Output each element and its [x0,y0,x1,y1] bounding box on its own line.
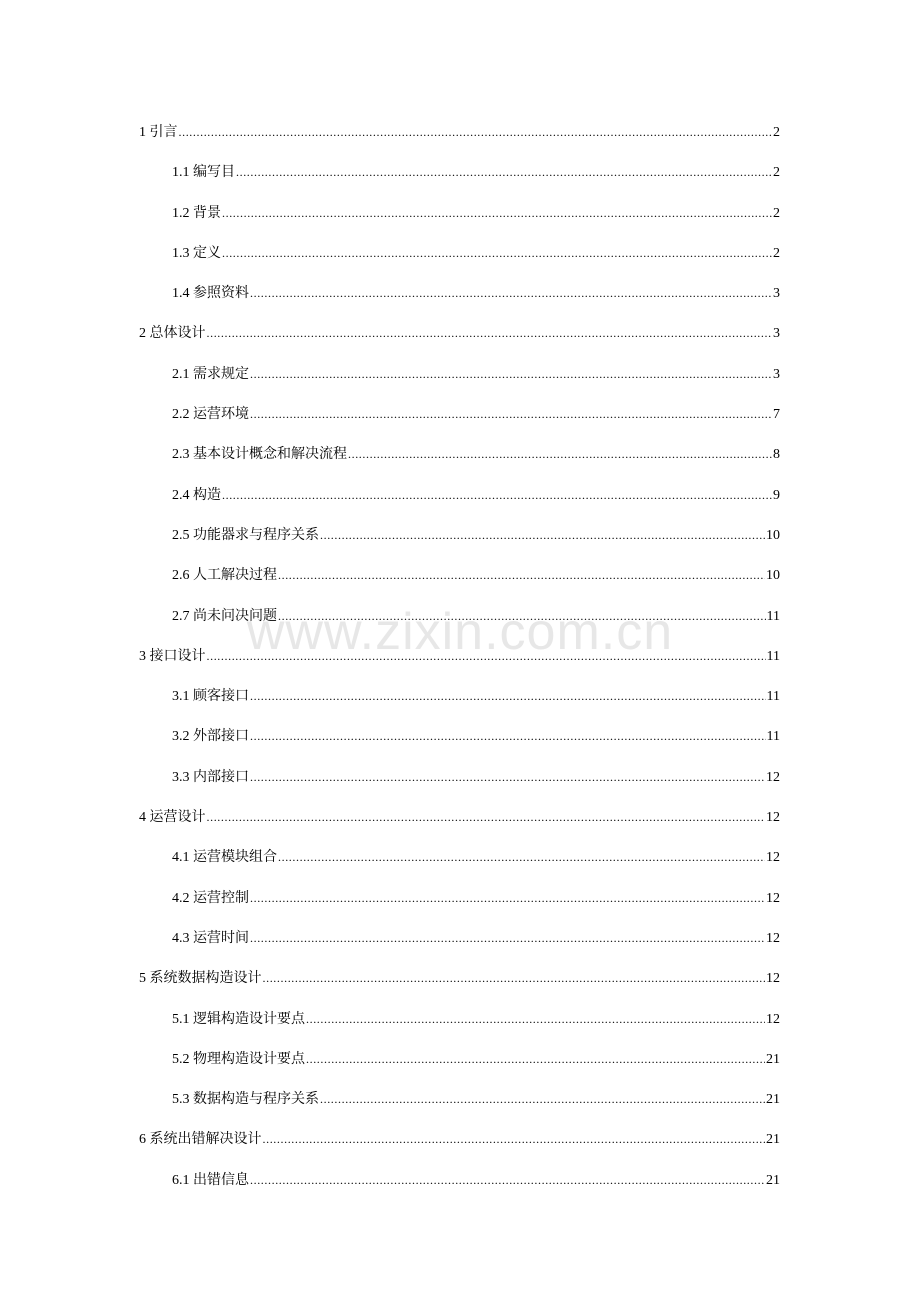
toc-dot-leader [250,725,766,747]
toc-entry-line [139,322,780,344]
toc-entry[interactable] [0,797,920,837]
toc-entry-line [172,846,780,868]
toc-entry-line [139,806,780,828]
toc-dot-leader [250,927,765,949]
toc-entry-page-number: 2 [773,165,780,181]
toc-dot-leader [263,1128,766,1150]
toc-entry-page-number: 21 [766,1172,780,1188]
toc-entry[interactable] [0,676,920,716]
watermark: www.zixin.com.cn [246,603,674,661]
toc-entry-page-number: 12 [766,1011,780,1027]
toc-entry-title: 1.4 参照资料 [172,286,249,302]
toc-entry-title: 5 系统数据构造设计 [139,971,262,987]
toc-entry-title: 3.1 顾客接口 [172,689,249,705]
toc-entry-line [172,484,780,506]
toc-entry-page-number: 11 [766,729,780,745]
toc-dot-leader [222,202,772,224]
toc-dot-leader [348,443,772,465]
toc-entry[interactable] [0,757,920,797]
toc-entry-line [172,887,780,909]
toc-entry-title: 2.2 运营环境 [172,407,249,423]
toc-dot-leader [179,121,773,143]
toc-entry-page-number: 12 [766,890,780,906]
toc-entry-title: 2.7 尚未问决问题 [172,608,277,624]
toc-entry-title: 4 运营设计 [139,810,206,826]
toc-dot-leader [222,242,772,264]
toc-dot-leader [250,887,765,909]
toc-entry-line [172,766,780,788]
toc-entry[interactable] [0,354,920,394]
toc-entry[interactable] [0,958,920,998]
toc-entry-title: 4.1 运营模块组合 [172,850,277,866]
toc-dot-leader [320,524,765,546]
toc-entry-page-number: 21 [766,1092,780,1108]
toc-dot-leader [306,1008,765,1030]
toc-entry-page-number: 3 [773,286,780,302]
toc-entry[interactable] [0,273,920,313]
toc-entry-page-number: 10 [766,527,780,543]
toc-entry[interactable] [0,918,920,958]
toc-dot-leader [278,846,765,868]
toc-entry[interactable] [0,1119,920,1159]
toc-entry-title: 3.3 内部接口 [172,769,249,785]
toc-entry-line [172,685,780,707]
toc-entry-line [139,967,780,989]
toc-entry-line [172,242,780,264]
toc-entry[interactable] [0,313,920,353]
toc-dot-leader [236,161,772,183]
toc-entry-title: 5.3 数据构造与程序关系 [172,1092,319,1108]
toc-entry-line [172,161,780,183]
toc-entry-title: 6.1 出错信息 [172,1172,249,1188]
table-of-contents [0,112,920,1200]
toc-dot-leader [207,806,766,828]
toc-entry-title: 6 系统出错解决设计 [139,1132,262,1148]
toc-entry[interactable] [0,555,920,595]
toc-entry-title: 2.1 需求规定 [172,366,249,382]
toc-entry[interactable] [0,193,920,233]
toc-entry-line [172,605,780,627]
toc-entry-page-number: 12 [766,769,780,785]
toc-entry-page-number: 11 [766,608,780,624]
toc-entry-title: 2.3 基本设计概念和解决流程 [172,447,347,463]
toc-entry-page-number: 2 [773,245,780,261]
toc-entry-page-number: 21 [766,1051,780,1067]
toc-entry-title: 2.6 人工解决过程 [172,568,277,584]
toc-entry-page-number: 9 [773,487,780,503]
toc-entry-line [172,927,780,949]
toc-entry-line [172,725,780,747]
toc-entry[interactable] [0,152,920,192]
toc-entry-title: 3 接口设计 [139,648,206,664]
toc-entry-title: 1.3 定义 [172,245,221,261]
toc-entry-page-number: 11 [766,648,780,664]
toc-entry-line [172,282,780,304]
toc-entry-page-number: 3 [773,326,780,342]
toc-entry-title: 1 引言 [139,125,178,140]
toc-entry-page-number: 8 [773,447,780,463]
toc-entry-page-number: 12 [766,810,780,826]
toc-entry[interactable] [0,112,920,152]
toc-entry-line [172,202,780,224]
toc-entry-line [172,1088,780,1110]
toc-entry[interactable] [0,1039,920,1079]
toc-entry[interactable] [0,596,920,636]
toc-dot-leader [263,967,766,989]
toc-dot-leader [250,685,766,707]
toc-entry[interactable] [0,837,920,877]
toc-dot-leader [250,363,772,385]
toc-entry-line [172,564,780,586]
toc-entry-title: 5.1 逻辑构造设计要点 [172,1011,305,1027]
toc-dot-leader [320,1088,765,1110]
toc-entry-title: 2.5 功能器求与程序关系 [172,527,319,543]
toc-entry-line [172,1008,780,1030]
toc-entry[interactable] [0,233,920,273]
toc-entry-line [139,1128,780,1150]
toc-entry[interactable] [0,434,920,474]
toc-dot-leader [306,1048,765,1070]
toc-entry-line [172,1169,780,1191]
toc-entry[interactable] [0,475,920,515]
toc-entry-title: 1.1 编写目 [172,165,235,181]
toc-entry-title: 5.2 物理构造设计要点 [172,1051,305,1067]
toc-entry-line [172,363,780,385]
toc-entry[interactable] [0,636,920,676]
toc-entry[interactable] [0,878,920,918]
toc-entry-page-number: 12 [766,930,780,946]
toc-entry-page-number: 2 [773,205,780,221]
toc-dot-leader [207,322,773,344]
toc-entry-line [172,524,780,546]
toc-entry-title: 4.3 运营时间 [172,930,249,946]
toc-entry-line [139,121,780,143]
toc-entry-page-number: 11 [766,689,780,705]
toc-entry[interactable] [0,515,920,555]
toc-entry-page-number: 10 [766,568,780,584]
toc-entry-page-number: 12 [766,971,780,987]
toc-entry-line [172,1048,780,1070]
toc-entry-page-number: 3 [773,366,780,382]
toc-entry[interactable] [0,394,920,434]
toc-dot-leader [250,1169,765,1191]
toc-entry-page-number: 21 [766,1132,780,1148]
toc-entry[interactable] [0,716,920,756]
toc-dot-leader [250,403,772,425]
toc-entry-title: 1.2 背景 [172,205,221,221]
toc-entry[interactable] [0,1160,920,1200]
toc-entry-title: 2.4 构造 [172,487,221,503]
toc-entry-page-number: 7 [773,407,780,423]
toc-dot-leader [222,484,772,506]
toc-entry-title: 3.2 外部接口 [172,729,249,745]
toc-entry[interactable] [0,1079,920,1119]
toc-dot-leader [278,605,766,627]
toc-entry[interactable] [0,999,920,1039]
toc-dot-leader [250,766,765,788]
toc-dot-leader [250,282,772,304]
toc-entry-line [172,403,780,425]
toc-dot-leader [207,645,766,667]
toc-entry-title: 2 总体设计 [139,326,206,342]
toc-dot-leader [278,564,765,586]
toc-entry-line [139,645,780,667]
toc-entry-line [172,443,780,465]
toc-entry-title: 4.2 运营控制 [172,890,249,906]
toc-entry-page-number: 2 [773,125,780,140]
toc-entry-page-number: 12 [766,850,780,866]
